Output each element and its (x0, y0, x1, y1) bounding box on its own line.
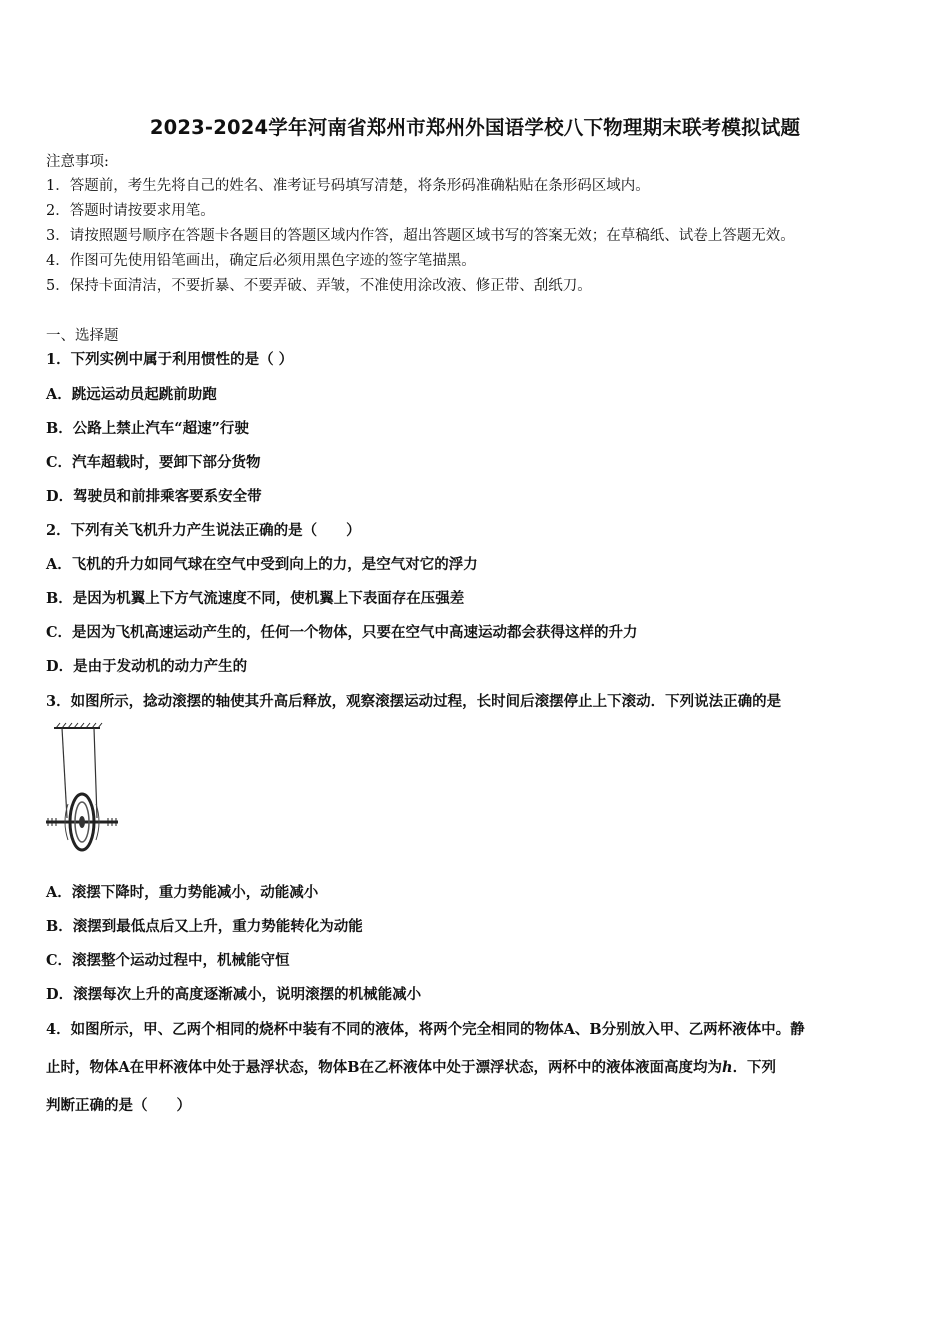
option-a: A．跳远运动员起跳前助跑 (46, 386, 217, 403)
notice-item: 1．答题前，考生先将自己的姓名、准考证号码填写清楚，将条形码准确粘贴在条形码区域内。 (46, 178, 650, 194)
exam-title: 2023-2024学年河南省郑州市郑州外国语学校八下物理期末联考模拟试题 (149, 116, 801, 139)
notice-item: 5．保持卡面清洁，不要折暴、不要弄破、弄皱，不准使用涂改液、修正带、刮纸刀。 (46, 278, 592, 294)
option-a: A．滚摆下降时，重力势能减小，动能减小 (46, 884, 319, 901)
option-c: C．汽车超载时，要卸下部分货物 (46, 454, 261, 471)
question-stem: 2．下列有关飞机升力产生说法正确的是（ ） (46, 522, 361, 539)
option-d: D．驾驶员和前排乘客要系安全带 (46, 488, 262, 505)
option-a: A．飞机的升力如同气球在空气中受到向上的力，是空气对它的浮力 (46, 556, 478, 573)
option-b: B．滚摆到最低点后又上升，重力势能转化为动能 (46, 918, 363, 935)
notice-item: 3．请按照题号顺序在答题卡各题目的答题区域内作答，超出答题区域书写的答案无效；在草稿纸、试卷上答题无效。 (46, 228, 795, 244)
option-b: B．是因为机翼上下方气流速度不同，使机翼上下表面存在压强差 (46, 590, 465, 607)
maxwell-wheel-figure (42, 722, 122, 862)
option-b: B．公路上禁止汽车“超速”行驶 (46, 420, 249, 437)
option-c: C．滚摆整个运动过程中，机械能守恒 (46, 952, 290, 969)
option-c: C．是因为飞机高速运动产生的，任何一个物体，只要在空气中高速运动都会获得这样的升力 (46, 624, 638, 641)
question-stem-line (46, 1058, 776, 1078)
notice-item: 2．答题时请按要求用笔。 (46, 203, 215, 219)
notice-heading: 注意事项: (46, 154, 109, 170)
option-d: D．是由于发动机的动力产生的 (46, 658, 248, 675)
stem-text-tail: ．下列 (732, 1059, 777, 1076)
height-symbol: h (722, 1059, 733, 1076)
question-stem-line: 4．如图所示，甲、乙两个相同的烧杯中装有不同的液体，将两个完全相同的物体A、B分别放入甲、乙两杯液体中。静 (46, 1021, 805, 1038)
question-stem: 1．下列实例中属于利用惯性的是（ ） (46, 351, 294, 368)
section-heading: 一、选择题 (46, 328, 119, 344)
stem-text: 止时，物体A在甲杯液体中处于悬浮状态，物体B在乙杯液体中处于漂浮状态，两杯中的液体液面高度均为 (46, 1059, 723, 1076)
notice-item: 4．作图可先使用铅笔画出，确定后必须用黑色字迹的签字笔描黑。 (46, 253, 476, 269)
question-stem-line: 判断正确的是（ ） (46, 1097, 191, 1114)
option-d: D．滚摆每次上升的高度逐渐减小，说明滚摆的机械能减小 (46, 986, 422, 1003)
question-stem: 3．如图所示，捻动滚摆的轴使其升高后释放，观察滚摆运动过程，长时间后滚摆停止上下滚动．下列说法正确的是 (46, 693, 782, 710)
